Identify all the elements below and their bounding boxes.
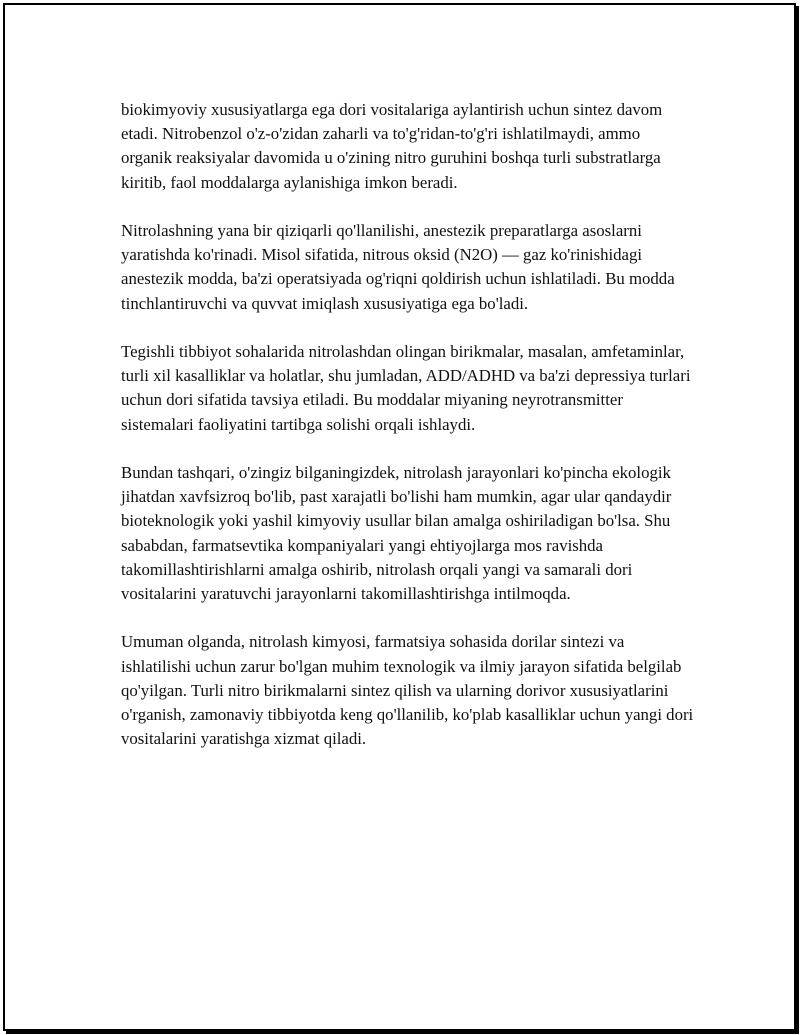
paragraph-1: biokimyoviy xususiyatlarga ega dori vositalariga aylantirish uchun sintez davom etadi. Nitrobenzol o'z-o'zidan zaharli va to'g'ridan-to'g'ri ishlatilmaydi, ammo organik reaksiyalar davomida u o'zining nitro guruhini boshqa turli substratlarga kiritib, faol moddalarga aylanishiga imkon beradi.: [121, 100, 663, 192]
paragraph-4: Bundan tashqari, o'zingiz bilganingizdek, nitrolash jarayonlari ko'pincha ekologik jihatdan xavfsizroq bo'lib, past xarajatli bo'lishi ham mumkin, agar ular qandaydir bioteknologik yoki yashil kimyoviy usullar bilan amalga oshiriladigan bo'lsa. Shu sababdan, farmatsevtika kompaniyalari yangi ehtiyojlarga mos ravishda takomillashtirishlarni amalga oshirib, nitrolash orqali yangi va samarali dori vositalarini yaratuvchi jarayonlarni takomillashtirishga intilmoqda.: [121, 463, 672, 604]
document-body: [121, 98, 695, 776]
paragraph-5: Umuman olganda, nitrolash kimyosi, farmatsiya sohasida dorilar sintezi va ishlatilishi uchun zarur bo'lgan muhim texnologik va ilmiy jarayon sifatida belgilab qo'yilgan. Turli nitro birikmalarni sintez qilish va ularning dorivor xususiyatlarini o'rganish, zamonaviy tibbiyotda keng qo'llanilib, ko'plab kasalliklar uchun yangi dori vositalarini yaratishga xizmat qiladi.: [121, 632, 694, 749]
paragraph-2: Nitrolashning yana bir qiziqarli qo'llanilishi, anestezik preparatlarga asoslarni yaratishda ko'rinadi. Misol sifatida, nitrous oksid (N2O) — gaz ko'rinishidagi anestezik modda, ba'zi operatsiyada og'riqni qoldirish uchun ishlatiladi. Bu modda tinchlantiruvchi va quvvat imiqlash xususiyatiga ega bo'ladi.: [121, 221, 675, 313]
document-page: [3, 3, 796, 1031]
paragraph-3: Tegishli tibbiyot sohalarida nitrolashdan olingan birikmalar, masalan, amfetaminlar, turli xil kasalliklar va holatlar, shu jumladan, ADD/ADHD va ba'zi depressiya turlari uchun dori sifatida tavsiya etiladi. Bu moddalar miyaning neyrotransmitter sistemalari faoliyatini tartibga solishi orqali ishlaydi.: [121, 342, 691, 434]
